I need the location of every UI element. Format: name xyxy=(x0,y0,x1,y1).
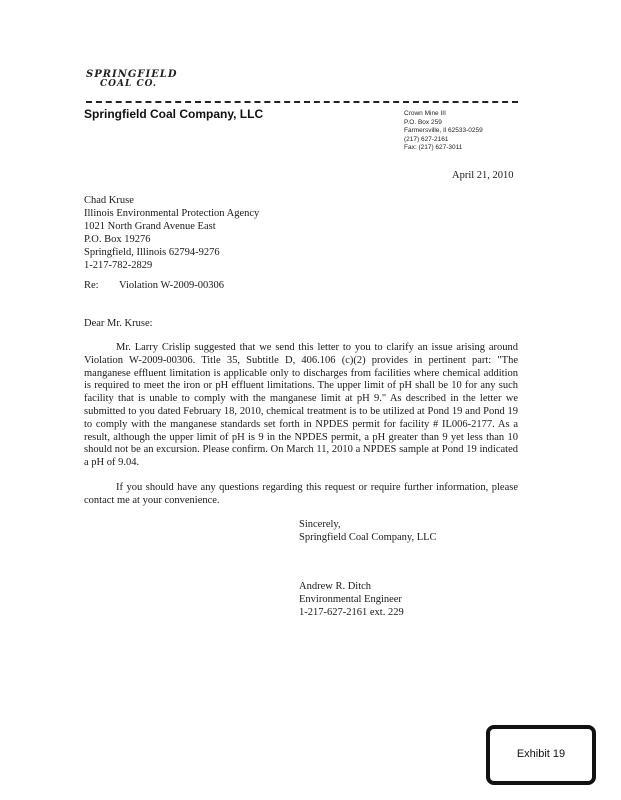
company-logo xyxy=(86,70,186,89)
closing-line: Sincerely, xyxy=(299,519,341,530)
recipient-line: Illinois Environmental Protection Agency xyxy=(84,208,260,219)
signer-name: Andrew R. Ditch xyxy=(299,581,372,592)
letterhead-rule xyxy=(86,101,518,105)
address-line: Farmersville, Il 62533-0259 xyxy=(404,127,483,134)
company-address xyxy=(404,110,483,153)
address-line: Crown Mine III xyxy=(404,110,446,117)
recipient-line: Springfield, Illinois 62794-9276 xyxy=(84,247,220,258)
recipient-block xyxy=(84,194,259,272)
signer-phone: 1-217-627-2161 ext. 229 xyxy=(299,607,404,618)
body-paragraph: If you should have any questions regarding this request or require further information, please contact me at your convenience. xyxy=(84,482,518,506)
address-line: P.O. Box 259 xyxy=(404,118,442,126)
logo-line-2: COAL CO. xyxy=(100,79,158,89)
subject-text: Violation W-2009-00306 xyxy=(119,280,225,291)
closing-block xyxy=(299,518,437,544)
subject-line xyxy=(84,280,224,291)
company-name: Springfield Coal Company, LLC xyxy=(84,107,264,121)
recipient-line: 1021 North Grand Avenue East xyxy=(84,221,216,232)
address-line: (217) 627-2161 xyxy=(404,135,449,143)
subject-label: Re: xyxy=(84,280,99,291)
signature-block xyxy=(299,580,404,619)
recipient-line: Chad Kruse xyxy=(84,195,134,206)
logo-line-1: SPRINGFIELD xyxy=(86,69,178,80)
body-paragraph: Mr. Larry Crislip suggested that we send this letter to you to clarify an issue arising around Violation W-2009-00306. Title 35, Subtitle D, 406.106 (c)(2) provides in pertinent part: "The manganese effluent limitation is applicable only to discharges from facilities where chemical addition is required to meet the iron or pH effluent limitations. The upper limit of pH shall be 10 for any such facility that is unable to comply with the manganese limit at pH 9." As described in the letter we submitted to you dated February 18, 2010, chemical treatment is to be utilized at Pond 19 and Pond 19 to comply with the manganese standards set forth in NPDES permit for facility # IL006-2177. As a result, although the upper limit of pH is 9 in the NPDES permit, a pH greater than 9 yet less than 10 should not be an excursion. Please confirm. On March 11, 2010 a NPDES sample at Pond 19 indicated a pH of 9.04. xyxy=(84,342,518,469)
address-line: Fax: (217) 627-3011 xyxy=(404,144,463,151)
signer-title: Environmental Engineer xyxy=(299,594,402,605)
letter-date: April 21, 2010 xyxy=(452,170,514,181)
recipient-line: 1-217-782-2829 xyxy=(84,260,153,271)
exhibit-label: Exhibit 19 xyxy=(516,748,566,760)
salutation: Dear Mr. Kruse: xyxy=(84,318,153,329)
exhibit-stamp xyxy=(486,725,596,785)
recipient-line: P.O. Box 19276 xyxy=(84,234,151,245)
closing-line: Springfield Coal Company, LLC xyxy=(299,532,437,543)
